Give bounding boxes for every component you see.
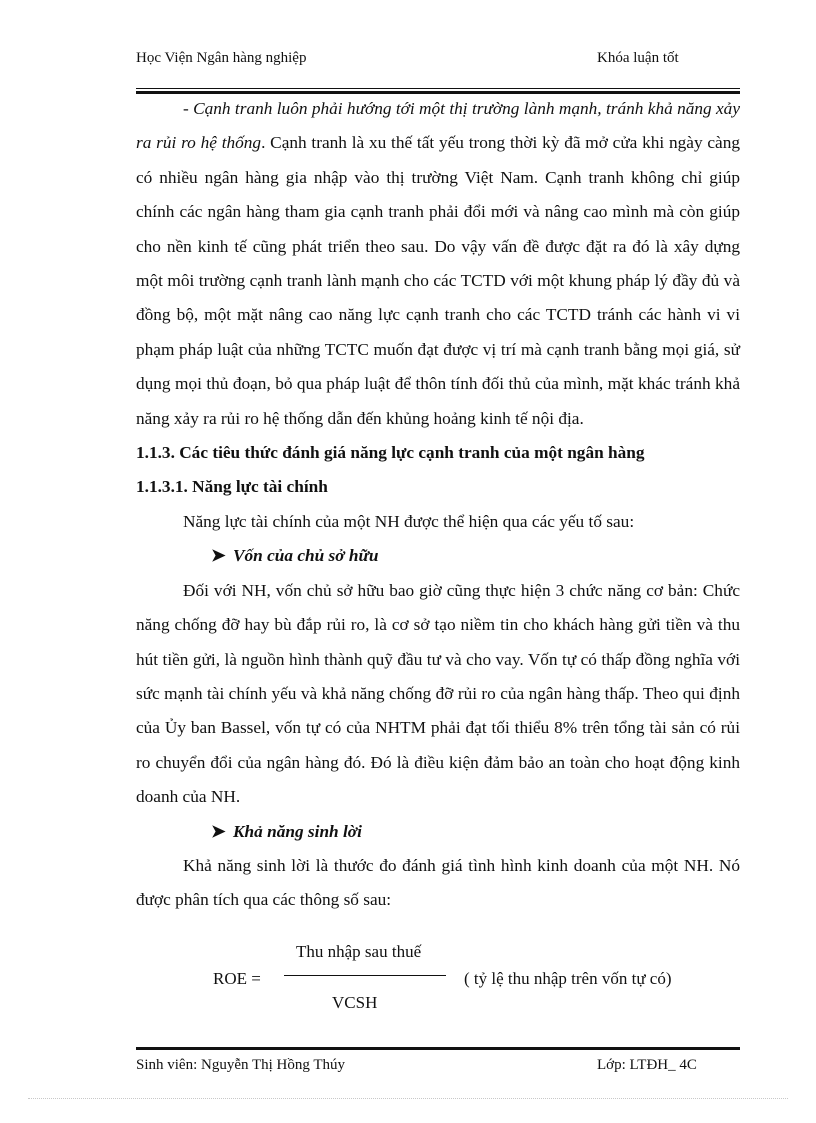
paragraph-owner-capital: Đối với NH, vốn chủ sở hữu bao giờ cũng thực hiện 3 chức năng cơ bản: Chức năng chống đỡ hay bù đắp rủi ro, là cơ sở tạo niềm tin cho khách hàng gửi tiền và thu hút tiền gửi, là nguồn hình thành quỹ đầu tư và cho vay. Vốn tự có thấp đồng nghĩa với sức mạnh tài chính yếu và khả năng chống đỡ rủi ro của ngân hàng thấp. Theo qui định của Ủy ban Bassel, vốn tự có của NHTM phải đạt tối thiểu 8% trên tổng tài sản có rủi ro chuyển đổi của ngân hàng đó. Đó là điều kiện đảm bảo an toàn cho hoạt động kinh doanh của NH. — [136, 580, 740, 807]
page-edge-dots — [28, 1098, 788, 1099]
subheading-profitability-label: Khả năng sinh lời — [233, 821, 362, 841]
header-rule-thin — [136, 88, 740, 89]
roe-formula — [136, 938, 740, 1018]
formula-label: ROE = — [213, 969, 261, 988]
paragraph-competition-rest: . Cạnh tranh là xu thế tất yếu trong thời kỳ đã mở cửa khi ngày càng có nhiều ngân hàng gia nhập vào thị trường Việt Nam. Cạnh tranh không chỉ giúp chính các ngân hàng tham gia cạnh tranh phải đổi mới và nâng cao mình mà còn giúp cho nền kinh tế cũng phát triển theo sau. Do vậy vấn đề được đặt ra đó là xây dựng một môi trường cạnh tranh lành mạnh cho các TCTD với một khung pháp lý đầy đủ và đồng bộ, một mặt nâng cao năng lực cạnh tranh cho các TCTD tránh các hành vi vi phạm pháp luật của những TCTC muốn đạt được vị trí mà cạnh tranh bằng mọi giá, sử dụng mọi thủ đoạn, bỏ qua pháp luật để thôn tính đối thủ của mình, mặt khác tránh khả năng xảy ra rủi ro hệ thống dẫn đến khủng hoảng kinh tế nội địa. — [136, 133, 740, 428]
arrow-bullet-icon: ➤ — [211, 546, 226, 566]
header-title: Khóa luận tốt — [597, 50, 679, 66]
subheading-profitability — [136, 815, 740, 849]
paragraph-financial-intro: Năng lực tài chính của một NH được thể hiện qua các yếu tố sau: — [183, 511, 635, 531]
footer-student: Sinh viên: Nguyễn Thị Hồng Thúy — [136, 1057, 346, 1073]
footer-rule — [136, 1047, 740, 1050]
page-body — [136, 92, 740, 918]
subheading-owner-capital — [136, 539, 740, 573]
header-school: Học Viện Ngân hàng nghiệp — [136, 50, 307, 66]
subsection-heading: 1.1.3.1. Năng lực tài chính — [136, 477, 328, 497]
formula-denominator: VCSH — [332, 993, 378, 1012]
formula-note: ( tỷ lệ thu nhập trên vốn tự có) — [464, 969, 672, 988]
footer-class: Lớp: LTĐH_ 4C — [597, 1057, 697, 1073]
paragraph-competition — [136, 92, 740, 436]
subheading-owner-capital-label: Vốn của chủ sở hữu — [233, 546, 379, 566]
fraction-bar — [284, 975, 446, 976]
section-heading: 1.1.3. Các tiêu thức đánh giá năng lực cạnh tranh của một ngân hàng — [136, 443, 645, 463]
paragraph-competition-lead: - Cạnh tranh luôn phải hướng tới một thị trường lành mạnh, tránh khả năng xảy ra rủi ro hệ thống — [136, 99, 740, 153]
arrow-bullet-icon: ➤ — [211, 821, 226, 841]
paragraph-profitability: Khả năng sinh lời là thước đo đánh giá tình hình kinh doanh của một NH. Nó được phân tích qua các thông số sau: — [136, 855, 740, 910]
formula-numerator: Thu nhập sau thuế — [296, 942, 422, 961]
